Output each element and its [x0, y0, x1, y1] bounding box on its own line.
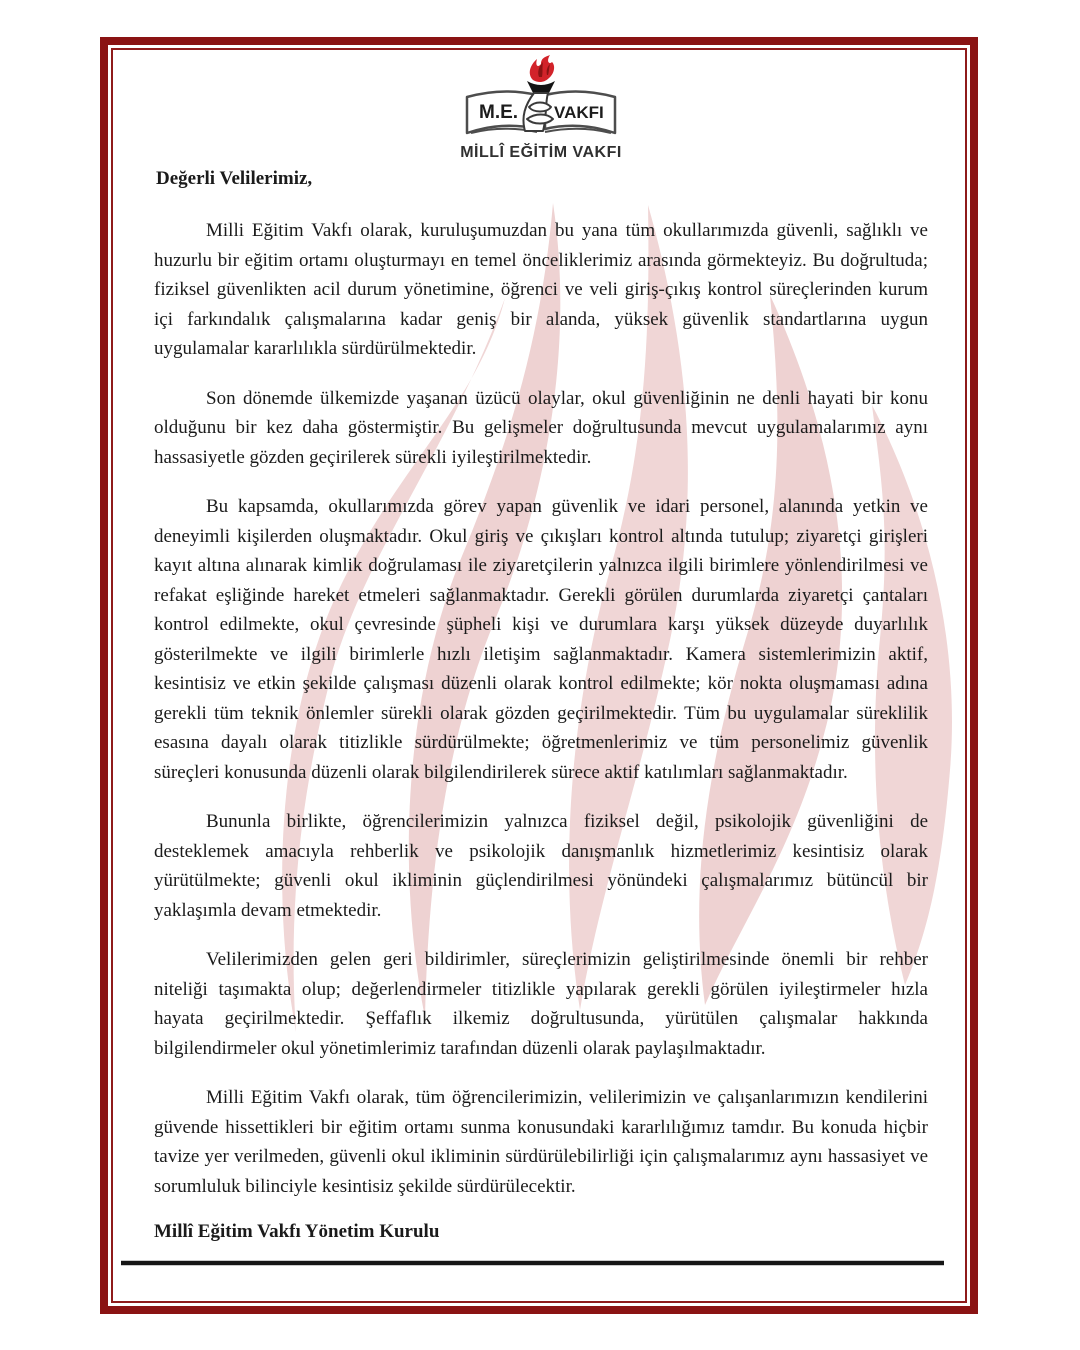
letter-paragraph: Bu kapsamda, okullarımızda görev yapan güvenlik ve idari personel, alanında yetkin ve deneyimli kişilerden oluşmaktadır. Okul giriş ve çıkışları kontrol altında tutulup; ziyaretçi girişleri kayıt altına alınarak kimlik doğrulaması ile ziyaretçilerin yalnızca ilgili birimlere yönlendirilmesi ve refakat eşliğinde hareket etmeleri sağlanmaktadır. Gerekli görülen durumlarda ziyaretçi çantaları kontrol edilmekte, okul çevresinde şüpheli kişi ve durumlara karşı yüksek düzeyde duyarlılık gösterilmekte ve ilgili birimlerle hızlı iletişim sağlanmaktadır. Kamera sistemlerimizin aktif, kesintisiz ve etkin şekilde çalışması düzenli olarak kontrol edilmekte; kör nokta oluşmaması adına gerekli tüm teknik önlemler sürekli olarak gözden geçirilmektedir. Tüm bu uygulamalar süreklilik esasına dayalı olarak titizlikle sürdürülmekte; öğretmenlerimiz ve tüm personelimiz güvenlik süreçleri konusunda düzenli olarak bilgilendirilerek sürece aktif katılımları sağlanmaktadır. — [154, 496, 928, 783]
letter-paragraph: Bununla birlikte, öğrencilerimizin yalnızca fiziksel değil, psikolojik güvenliğini de desteklemek amacıyla rehberlik ve psikolojik danışmanlık hizmetlerimiz kesintisiz olarak yürütülmekte; güvenli okul ikliminin güçlendirilmesi yönündeki çalışmalarımız bütüncül bir yaklaşımla devam etmektedir. — [154, 811, 928, 921]
letter-content — [108, 45, 970, 1306]
letter-paragraph: Velilerimizden gelen geri bildirimler, süreçlerimizin geliştirilmesinde önemli bir rehber niteliği taşımakta olup; değerlendirmeler titizlikle yapılarak gerekli görülen iyileştirmeler hızla hayata geçirilmektedir. Şeffaflık ilkemiz doğrultusunda, yürütülen çalışmalar hakkında bilgilendirmeler okul yönetimlerimiz tarafından düzenli olarak paylaşılmaktadır. — [154, 949, 928, 1059]
footer-rule — [121, 1261, 944, 1265]
letter-paragraph: Milli Eğitim Vakfı olarak, kuruluşumuzdan bu yana tüm okullarımızda güvenli, sağlıklı ve huzurlu bir eğitim ortamı oluşturmayı en temel önceliklerimiz arasında görmekteyiz. Bu doğrultuda; fiziksel güvenlikten acil durum yönetimine, öğrenci ve veli giriş-çıkış kontrol süreçlerinden kurum içi farkındalık çalışmalarına kadar geniş bir alanda, yüksek güvenlik standartlarına uygun uygulamalar kararlılıkla sürdürülmektedir. — [154, 220, 928, 359]
logo-book-left-label: M.E. — [479, 102, 519, 123]
logo-caption: MİLLÎ EĞİTİM VAKFI — [460, 144, 622, 161]
mev-logo — [154, 55, 928, 162]
logo-book-right-label: VAKFI — [554, 103, 604, 122]
signature-line: Millî Eğitim Vakfı Yönetim Kurulu — [154, 1221, 440, 1242]
letter-paragraph: Milli Eğitim Vakfı olarak, tüm öğrencilerimizin, velilerimizin ve çalışanlarımızın kendilerini güvende hissettikleri bir eğitim ortamı sunma konusundaki kararlılığımız tamdır. Bu konuda hiçbir tavize yer verilmeden, güvenli okul ikliminin sürdürülebilirliği için çalışmalarımız aynı hassasiyet ve sorumluluk bilinciyle kesintisiz şekilde sürdürülecektir. — [154, 1087, 928, 1197]
salutation: Değerli Velilerimiz, — [156, 168, 313, 189]
flame-icon — [530, 55, 554, 82]
letter-paragraph: Son dönemde ülkemizde yaşanan üzücü olaylar, okul güvenliğinin ne denli hayati bir konu olduğunu bir kez daha göstermiştir. Bu gelişmeler doğrultusunda mevcut uygulamalarımız aynı hassasiyetle gözden geçirilerek sürekli iyileştirilmektedir. — [154, 387, 928, 468]
letter-body — [154, 168, 928, 1243]
